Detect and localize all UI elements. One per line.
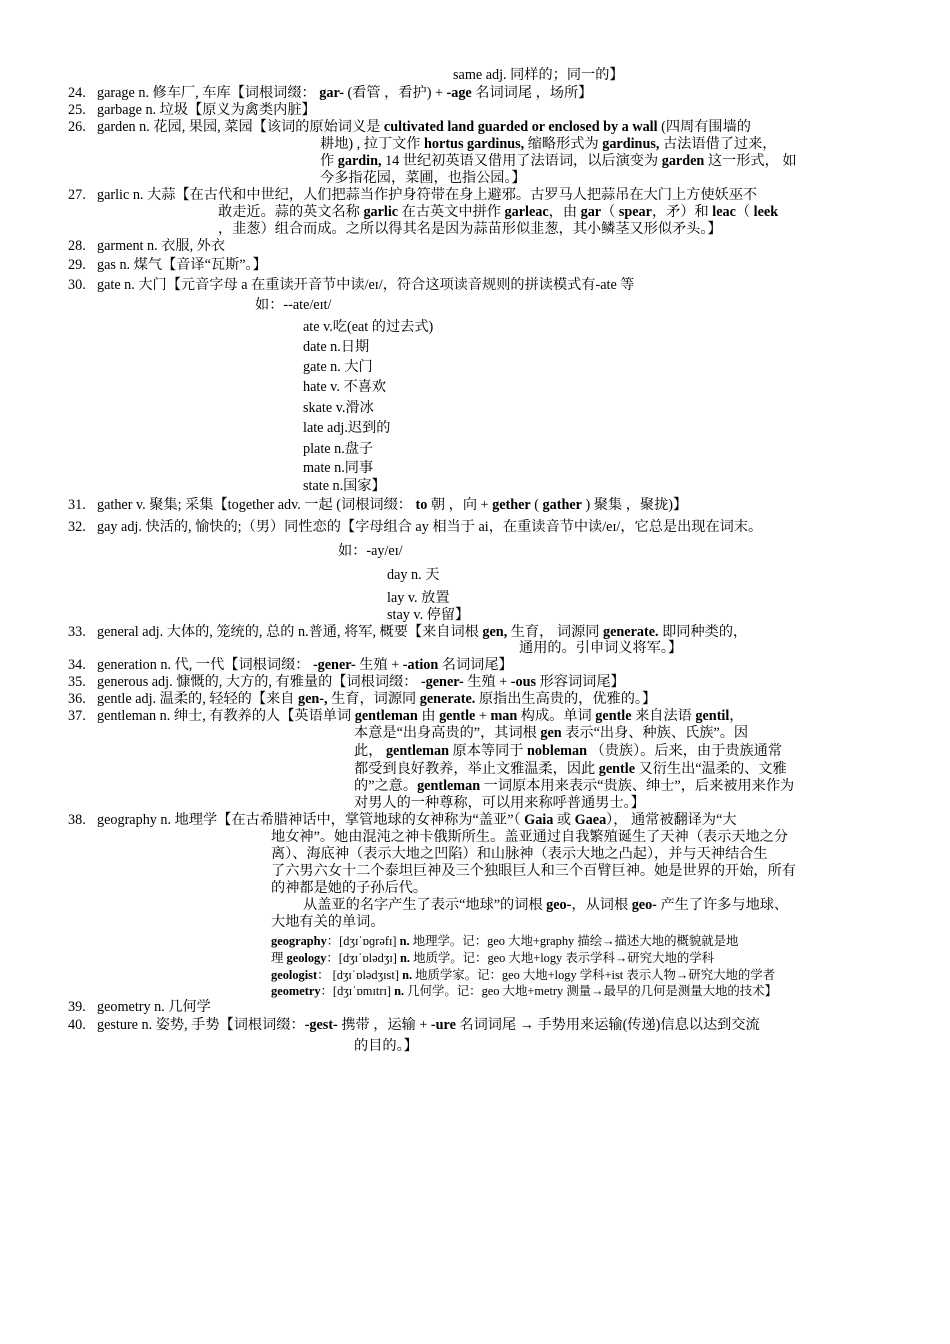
text: garbage n. 垃圾【原义为禽类内脏】 — [97, 102, 316, 118]
entry-number: 28. — [68, 238, 86, 254]
entry-27-cont — [218, 221, 722, 238]
text: 理 — [271, 951, 287, 965]
root: gen-, — [297, 691, 328, 707]
example-word — [303, 441, 373, 458]
text: 在古英文中拼作 — [398, 204, 505, 220]
text: 生殖 + — [355, 657, 403, 673]
text: hate v. 不喜欢 — [303, 379, 387, 395]
text: n. — [402, 968, 413, 982]
root: gar- — [319, 85, 344, 101]
text: 作 — [320, 153, 338, 169]
entry-number: 30. — [68, 277, 86, 293]
text: gay adj. 快活的, 愉快的;（男）同性恋的【字母组合 ay 相当于 ai，在重读音节中读/eɪ/，它总是出现在词末。 — [97, 519, 763, 535]
text: 的目的。】 — [354, 1038, 418, 1054]
text: 或 — [553, 812, 575, 828]
text: n. — [399, 934, 410, 948]
entry-number: 35. — [68, 674, 86, 690]
text: ）， 通常被翻译为“大 — [606, 812, 737, 828]
example-word — [303, 478, 386, 495]
text: mate n.同事 — [303, 460, 374, 476]
bold-term: geometry — [271, 984, 321, 998]
entry-number: 27. — [68, 187, 86, 203]
example-word — [387, 590, 450, 607]
text: day n. 天 — [387, 567, 440, 583]
entry-36 — [68, 691, 656, 708]
entry-27-cont — [218, 204, 778, 221]
text: + — [475, 708, 491, 724]
entry-number: 25. — [68, 102, 86, 118]
bold-term: gentil — [695, 708, 730, 724]
text: 产生了许多与地球、 — [656, 897, 789, 913]
entry-number: 32. — [68, 519, 86, 535]
text: gas n. 煤气【音译“瓦斯”。】 — [97, 257, 267, 273]
root: -ure — [430, 1017, 456, 1033]
text: ：[dʒɪˈɒmɪtrɪ] — [320, 984, 395, 998]
text: 都受到良好教养，举止文雅温柔，因此 — [354, 761, 599, 777]
text: lay v. 放置 — [387, 590, 450, 606]
entry-26-cont — [320, 136, 776, 153]
entry-38-cont — [271, 829, 788, 846]
entry-40 — [68, 1017, 760, 1034]
bold-term: geology — [286, 951, 327, 965]
root: gather — [542, 497, 582, 513]
entry-37-cont — [354, 778, 794, 795]
text: 地质学家。记：geo 大地+logy 学科+ist 表示人物→研究大地的学者 — [412, 968, 776, 982]
entry-27 — [68, 187, 757, 204]
entry-25 — [68, 102, 316, 119]
entry-number: 26. — [68, 119, 86, 135]
text: n. — [400, 951, 410, 965]
text: gate n. 大门 — [303, 359, 373, 375]
text: ate v.吃(eat 的过去式) — [303, 319, 434, 335]
bold-term: gar — [580, 204, 602, 220]
text: date n.日期 — [303, 339, 370, 355]
example-rule — [255, 297, 331, 314]
text: state n.国家】 — [303, 478, 386, 494]
root: to — [415, 497, 428, 513]
text: stay v. 停留】 — [387, 607, 470, 623]
bold-term: garden — [661, 153, 705, 169]
text: geometry n. 几何学 — [97, 999, 211, 1015]
bold-term: generate. — [419, 691, 476, 707]
bold-term: gentleman — [354, 708, 418, 724]
text: 地理学。记：geo 大地+graphy 描绘→描述大地的概貌就是地 — [409, 934, 739, 948]
bold-term: generate. — [603, 624, 659, 640]
bold-term: Gaea — [574, 812, 607, 828]
text: 生育，词源同 — [327, 691, 420, 707]
entry-number: 34. — [68, 657, 86, 673]
entry-number: 40. — [68, 1017, 86, 1033]
text: 朝 ，向 + — [427, 497, 493, 513]
bold-term: gentleman — [417, 778, 481, 794]
bold-term: leek — [753, 204, 779, 220]
bold-term: gentle — [439, 708, 476, 724]
text: 如：-ay/eɪ/ — [338, 543, 403, 559]
bold-term: gentle — [598, 761, 635, 777]
entry-35 — [68, 674, 625, 691]
root: -gener- — [312, 657, 356, 673]
bold-term: Gaia — [524, 812, 554, 828]
text: garden n. 花园, 果园, 菜园【该词的原始词义是 — [97, 119, 384, 135]
text: 又衍生出“温柔的、文雅 — [635, 761, 787, 777]
text: ( — [530, 497, 543, 513]
text: (四周有围墙的 — [657, 119, 751, 135]
geo-note — [271, 967, 775, 983]
bold-term: gentleman — [385, 743, 449, 759]
geo-note — [271, 983, 777, 999]
root: -gener- — [420, 674, 464, 690]
text: 原指出生高贵的，优雅的。】 — [475, 691, 657, 707]
text: 形容词词尾】 — [536, 674, 625, 690]
text: ，矛）和 — [651, 204, 713, 220]
text: 即同种类的， — [658, 624, 748, 640]
entry-number: 36. — [68, 691, 86, 707]
entry-37-cont — [354, 743, 782, 760]
entry-29 — [68, 257, 267, 274]
entry-33-cont — [519, 640, 682, 657]
text: ：[dʒɪˈɒɡrəfɪ] — [326, 934, 400, 948]
root: -gest- — [304, 1017, 338, 1033]
entry-26-cont — [320, 153, 797, 170]
entry-26-cont — [320, 170, 526, 187]
geo-note — [271, 933, 738, 949]
example-word — [303, 319, 433, 336]
text: 的神都是她的子孙后代。 — [271, 880, 428, 896]
bold-term: leac — [712, 204, 736, 220]
entry-34 — [68, 657, 513, 674]
text: plate n.盘子 — [303, 441, 374, 457]
bold-term: spear — [618, 204, 652, 220]
text: （ — [735, 204, 754, 220]
text: 缩略形式为 — [524, 136, 603, 152]
bold-term: geologist — [271, 968, 318, 982]
entry-number: 39. — [68, 999, 86, 1015]
example-rule — [338, 543, 403, 560]
text: 地女神”。她由混沌之神卡俄斯所生。盖亚通过自我繁殖诞生了天神（表示天地之分 — [271, 829, 789, 845]
entry-number: 31. — [68, 497, 86, 513]
example-word — [387, 607, 469, 624]
bold-term: cultivated land guarded or enclosed by a wall — [383, 119, 658, 135]
entry-30 — [68, 277, 635, 294]
text: 今多指花园，菜圃，也指公园。】 — [320, 170, 526, 186]
entry-38-cont — [271, 863, 796, 880]
entry-number: 33. — [68, 624, 86, 640]
bold-term: gentle — [595, 708, 632, 724]
root: geo- — [546, 897, 572, 913]
text: skate v.滑冰 — [303, 400, 374, 416]
text: 名词词尾】 — [438, 657, 513, 673]
text: gather v. 聚集; 采集【together adv. 一起 (词根词缀： — [97, 497, 416, 513]
text: geography n. 地理学【在古希腊神话中，掌管地球的女神称为“盖亚”（ — [97, 812, 525, 828]
root: gen — [540, 725, 562, 741]
entry-number: 29. — [68, 257, 86, 273]
text: 的”之意。 — [354, 778, 418, 794]
entry-38-cont — [271, 846, 768, 863]
text: （贵族）。后来，由于贵族通常 — [586, 743, 783, 759]
text: 了六男六女十二个泰坦巨神及三个独眼巨人和三个百臂巨神。她是世界的开始，所有 — [271, 863, 796, 879]
text: 敢走近。蒜的英文名称 — [218, 204, 364, 220]
text: ，韭葱）组合而成。之所以得其名是因为蒜苗形似韭葱，其小鳞茎又形似矛头。】 — [218, 221, 722, 237]
text: gate n. 大门【元音字母 a 在重读开音节中读/eɪ/，符合这项读音规则的拼读模式有-ate 等 — [97, 277, 635, 293]
example-word — [387, 567, 439, 584]
text: 生育， 词源同 — [507, 624, 604, 640]
bold-term: geography — [271, 934, 327, 948]
entry-37-cont — [354, 725, 748, 742]
text: 大地有关的单词。 — [271, 914, 385, 930]
text: ， — [729, 708, 744, 724]
text: garage n. 修车厂, 车库【词根词缀： — [97, 85, 320, 101]
entry-38 — [68, 812, 737, 829]
text: 名词词尾 → 手势用来运输(传递)信息以达到交流 — [455, 1017, 760, 1033]
text: 名词词尾 ，场所】 — [471, 85, 593, 101]
text: 携带 ，运输 + — [337, 1017, 431, 1033]
text: 本意是“出身高贵的”，其词根 — [354, 725, 541, 741]
entry-32 — [68, 519, 762, 536]
entry-38-cont — [271, 880, 427, 897]
text: gesture n. 姿势, 手势【词根词缀： — [97, 1017, 305, 1033]
text: 来自法语 — [631, 708, 696, 724]
entry-number: 24. — [68, 85, 86, 101]
text: n. — [394, 984, 405, 998]
text: gentleman n. 绅士, 有教养的人【英语单词 — [97, 708, 355, 724]
text: 几何学。记：geo 大地+metry 测量→最早的几何是测量大地的技术】 — [404, 984, 777, 998]
text: 构成。单词 — [517, 708, 596, 724]
entry-37-cont — [354, 761, 787, 778]
example-word — [303, 379, 386, 396]
root: gen, — [482, 624, 508, 640]
text: generous adj. 慷慨的, 大方的, 有雅量的【词根词缀： — [97, 674, 421, 690]
entry-number: 38. — [68, 812, 86, 828]
example-word — [303, 420, 390, 437]
entry-26 — [68, 119, 751, 136]
text: same adj. 同样的；同一的】 — [453, 67, 624, 83]
text: 离）、海底神（表示大地之凹陷）和山脉神（表示大地之凸起），并与天神结合生 — [271, 846, 768, 862]
text: ： [dʒɪˈɒlədʒɪst] — [317, 968, 403, 982]
example-word — [303, 460, 373, 477]
text: 14 世纪初英语又借用了法语词，以后演变为 — [381, 153, 662, 169]
text: gentle adj. 温柔的, 轻轻的【来自 — [97, 691, 298, 707]
geo-note — [271, 950, 714, 966]
entry-line — [453, 67, 624, 84]
entry-37-cont — [354, 795, 645, 812]
text: 如：--ate/eɪt/ — [255, 297, 332, 313]
entry-39 — [68, 999, 211, 1016]
entry-38-cont — [271, 914, 385, 931]
bold-term: garlic — [363, 204, 399, 220]
root: geo- — [631, 897, 657, 913]
root: -ation — [402, 657, 439, 673]
text: 耕地) , 拉丁文作 — [320, 136, 425, 152]
text: 对男人的一种尊称，可以用来称呼普通男士。】 — [354, 795, 645, 811]
entry-31 — [68, 497, 687, 514]
bold-term: man — [490, 708, 518, 724]
bold-term: garleac — [504, 204, 549, 220]
text: 生殖 + — [463, 674, 511, 690]
text: (看管 ，看护) + — [343, 85, 447, 101]
text: 古法语借了过来， — [659, 136, 777, 152]
bold-term: gardinus, — [602, 136, 660, 152]
text: ，从词根 — [571, 897, 632, 913]
bold-term: hortus gardinus, — [424, 136, 525, 152]
entry-33 — [68, 624, 747, 641]
text: （ — [601, 204, 619, 220]
root: -age — [446, 85, 472, 101]
text: garlic n. 大蒜【在古代和中世纪，人们把蒜当作护身符带在身上避邪。古罗马人把蒜吊在大门上方使妖巫不 — [97, 187, 758, 203]
example-word — [303, 359, 373, 376]
entry-number: 37. — [68, 708, 86, 724]
text: general adj. 大体的, 笼统的, 总的 n.普通, 将军, 概要【来自词根 — [97, 624, 483, 640]
text: 通用的。引申词义将军。】 — [519, 640, 683, 656]
text: 地质学。记：geo 大地+logy 表示学科→研究大地的学科 — [410, 951, 715, 965]
text: late adj.迟到的 — [303, 420, 391, 436]
text: ，由 — [548, 204, 581, 220]
text: 此， — [354, 743, 386, 759]
text: 表示“出身、种族、氏族”。因 — [561, 725, 749, 741]
text: 由 — [417, 708, 440, 724]
bold-term: nobleman — [527, 743, 587, 759]
entry-40-cont — [354, 1038, 418, 1055]
entry-24 — [68, 85, 592, 102]
root: gether — [492, 497, 531, 513]
entry-28 — [68, 238, 225, 255]
example-word — [303, 400, 374, 417]
text: 一词原本用来表示“贵族、绅士”，后来被用来作为 — [480, 778, 795, 794]
text: ：[dʒɪˈɒlədʒɪ] — [326, 951, 400, 965]
example-word — [303, 339, 369, 356]
text: ) 聚集 ，聚拢)】 — [581, 497, 688, 513]
text: 原本等同于 — [449, 743, 528, 759]
root: -ous — [510, 674, 537, 690]
text: 从盖亚的名字产生了表示“地球”的词根 — [303, 897, 547, 913]
entry-38-cont — [303, 897, 788, 914]
text: 这一形式， 如 — [704, 153, 797, 169]
text: generation n. 代, 一代【词根词缀： — [97, 657, 313, 673]
entry-37 — [68, 708, 744, 725]
bold-term: gardin, — [337, 153, 382, 169]
text: garment n. 衣服, 外衣 — [97, 238, 226, 254]
